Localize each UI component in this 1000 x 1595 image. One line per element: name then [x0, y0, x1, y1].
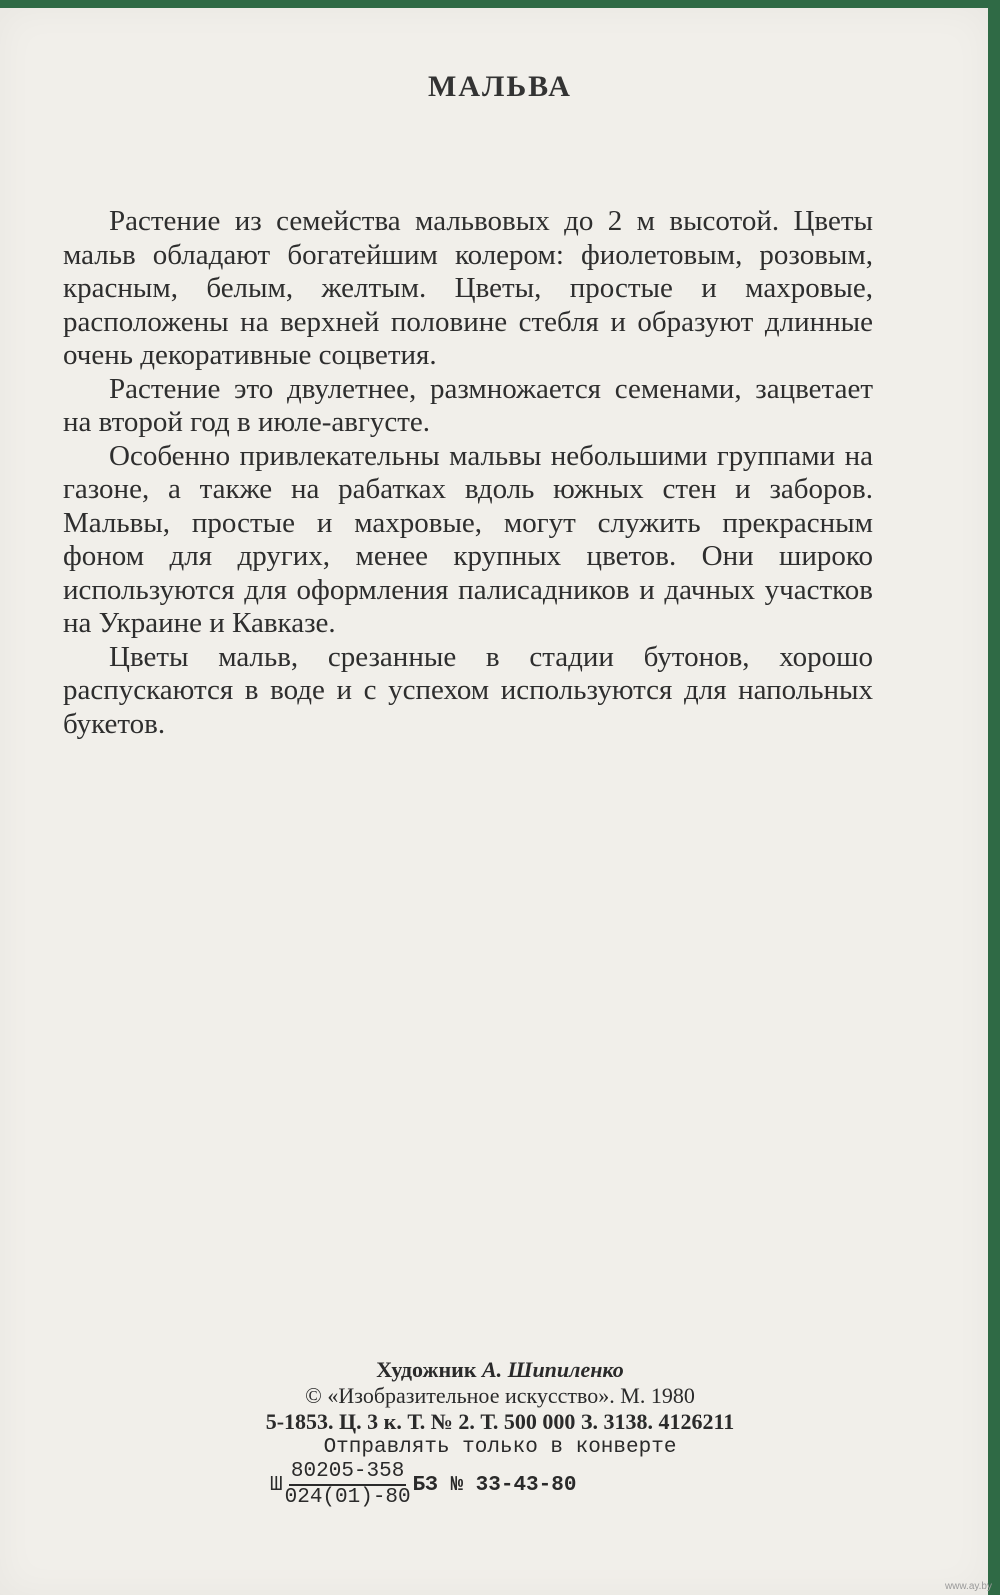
publication-code	[270, 1460, 576, 1510]
page-title: МАЛЬВА	[428, 70, 572, 103]
artist-credit	[0, 1357, 1000, 1383]
print-info: 5-1853. Ц. 3 к. Т. № 2. Т. 500 000 З. 3138. 4126211	[265, 1409, 735, 1434]
code-suffix: БЗ № 33-43-80	[412, 1473, 577, 1497]
paragraph: Растение из семейства мальвовых до 2 м высотой. Цветы мальв обладают богатейшим колером: фиолетовым, розовым, красным, белым, желтым. Цветы, простые и махровые, расположены на верхней половине стебля и образуют длинные очень декоративные соцветия.	[63, 205, 873, 371]
artist-name: А. Шипиленко	[482, 1357, 624, 1382]
imprint	[0, 1357, 1000, 1461]
description-text	[63, 205, 873, 741]
paragraph: Растение это двулетнее, размножается семенами, зацветает на второй год в июле-августе.	[63, 372, 873, 438]
code-fraction	[285, 1460, 411, 1510]
copyright-line: © «Изобразительное искусство». М. 1980	[305, 1383, 695, 1408]
paragraph: Особенно привлекательны мальвы небольшими группами на газоне, а также на рабатках вдоль южных стен и заборов. Мальвы, простые и махровые, могут служить прекрасным фоном для других, менее крупных цветов. Они широко используются для оформления палисадников и дачных участков на Украине и Кавказе.	[63, 439, 873, 639]
code-denominator: 024(01)-80	[284, 1486, 411, 1509]
code-prefix: Ш	[270, 1473, 283, 1497]
artist-label: Художник	[376, 1357, 477, 1382]
paragraph: Цветы мальв, срезанные в стадии бутонов, хорошо распускаются в воде и с успехом используются для напольных букетов.	[63, 640, 873, 740]
envelope-note: Отправлять только в конверте	[323, 1436, 677, 1459]
code-numerator: 80205-358	[289, 1460, 406, 1486]
watermark: www.ay.by	[944, 1581, 992, 1592]
